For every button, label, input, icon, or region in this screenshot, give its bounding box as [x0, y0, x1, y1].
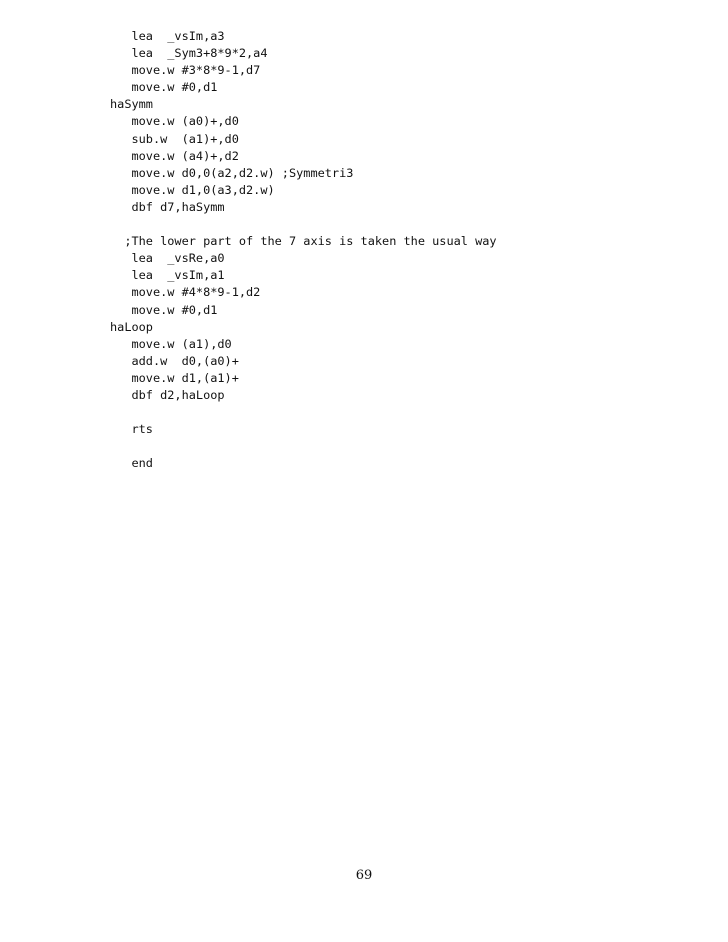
code-line: move.w (a1),d0 [110, 336, 232, 351]
code-line: move.w (a4)+,d2 [110, 148, 239, 163]
code-line: move.w #3*8*9-1,d7 [110, 63, 261, 78]
code-line: lea _vsIm,a3 [110, 29, 225, 43]
code-label: haSymm [110, 97, 153, 112]
code-line: move.w #0,d1 [110, 302, 218, 317]
code-line: lea _vsRe,a0 [110, 251, 225, 266]
code-line: add.w d0,(a0)+ [110, 353, 239, 368]
code-line: dbf d2,haLoop [110, 387, 225, 402]
blank-line [110, 404, 497, 421]
code-label: haLoop [110, 319, 153, 334]
code-line: lea _vsIm,a1 [110, 268, 225, 283]
code-line: dbf d7,haSymm [110, 199, 225, 214]
code-line: rts [110, 422, 153, 437]
page-number: 69 [355, 868, 373, 883]
code-line: end [110, 456, 153, 471]
code-line: move.w (a0)+,d0 [110, 114, 239, 129]
blank-line [110, 216, 497, 233]
code-line: move.w #0,d1 [110, 80, 218, 95]
code-line: move.w d1,0(a3,d2.w) [110, 182, 275, 197]
code-line: sub.w (a1)+,d0 [110, 131, 239, 146]
code-line: move.w d1,(a1)+ [110, 370, 239, 385]
code-line: lea _Sym3+8*9*2,a4 [110, 46, 268, 61]
blank-line [110, 438, 497, 455]
code-line: move.w d0,0(a2,d2.w) ;Symmetri3 [110, 165, 354, 180]
code-comment: ;The lower part of the 7 axis is taken the usual way [110, 234, 497, 249]
code-line: move.w #4*8*9-1,d2 [110, 285, 261, 300]
code-listing [110, 28, 497, 472]
